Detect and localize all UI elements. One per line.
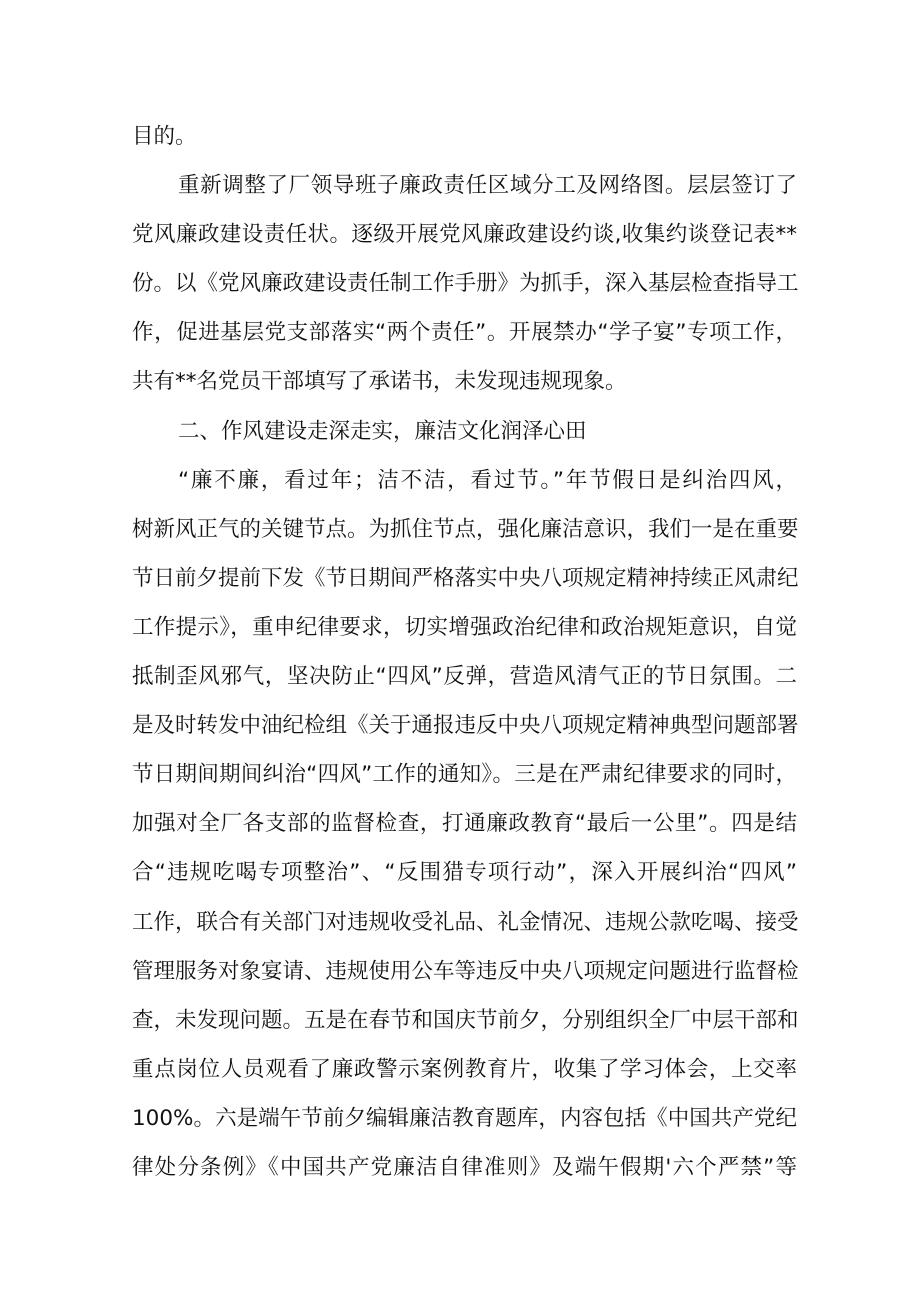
paragraph-line: 是及时转发中油纪检组《关于通报违反中央八项规定精神典型问题部署 (132, 713, 799, 739)
paragraph-line: 目的。 (132, 124, 197, 149)
paragraph-line: 党风廉政建设责任状。逐级开展党风廉政建设约谈,收集约谈登记表** (132, 222, 797, 248)
paragraph-line: 工作提示》，重申纪律要求，切实增强政治纪律和政治规矩意识，自觉 (132, 614, 797, 640)
paragraph-line: 共有**名党员干部填写了承诺书，未发现违规现象。 (132, 369, 627, 395)
paragraph-line: 律处分条例》《中国共产党廉洁自律准则》及端午假期'六个严禁”等 (132, 1154, 797, 1180)
paragraph-line: 工作，联合有关部门对违规收受礼品、礼金情况、违规公款吃喝、接受 (132, 909, 799, 935)
paragraph-line: “廉不廉，看过年；洁不洁，看过节。”年节假日是纠治四风， (178, 467, 797, 493)
paragraph-line: 作，促进基层党支部落实“两个责任”。开展禁办“学子宴”专项工作， (132, 320, 797, 346)
paragraph-line: 重点岗位人员观看了廉政警示案例教育片，收集了学习体会，上交率 (132, 1056, 797, 1082)
paragraph-line: 节日期间期间纠治“四风”工作的通知》。三是在严肃纪律要求的同时， (132, 762, 797, 788)
paragraph-line: 节日前夕提前下发《节日期间严格落实中央八项规定精神持续正风肃纪 (132, 565, 799, 591)
paragraph-line: 抵制歪风邪气，坚决防止“四风”反弹，营造风清气正的节日氛围。二 (132, 664, 797, 690)
document-body (132, 112, 797, 1192)
paragraph-line: 树新风正气的关键节点。为抓住节点，强化廉洁意识，我们一是在重要 (132, 516, 799, 542)
section-heading: 二、作风建设走深走实，廉洁文化润泽心田 (178, 418, 587, 444)
paragraph-line: 重新调整了厂领导班子廉政责任区域分工及网络图。层层签订了 (178, 173, 797, 199)
paragraph-line: 份。以《党风廉政建设责任制工作手册》为抓手，深入基层检查指导工 (132, 271, 799, 297)
paragraph-line: 管理服务对象宴请、违规使用公车等违反中央八项规定问题进行监督检 (132, 958, 799, 984)
paragraph-line: 查，未发现问题。五是在春节和国庆节前夕，分别组织全厂中层干部和 (132, 1007, 799, 1033)
paragraph-line: 加强对全厂各支部的监督检查，打通廉政教育“最后一公里”。四是结 (132, 811, 797, 837)
paragraph-line: 合“违规吃喝专项整治”、“反围猎专项行动”，深入开展纠治“四风” (132, 860, 797, 886)
paragraph-line: 100%。六是端午节前夕编辑廉洁教育题库，内容包括《中国共产党纪 (132, 1105, 797, 1131)
